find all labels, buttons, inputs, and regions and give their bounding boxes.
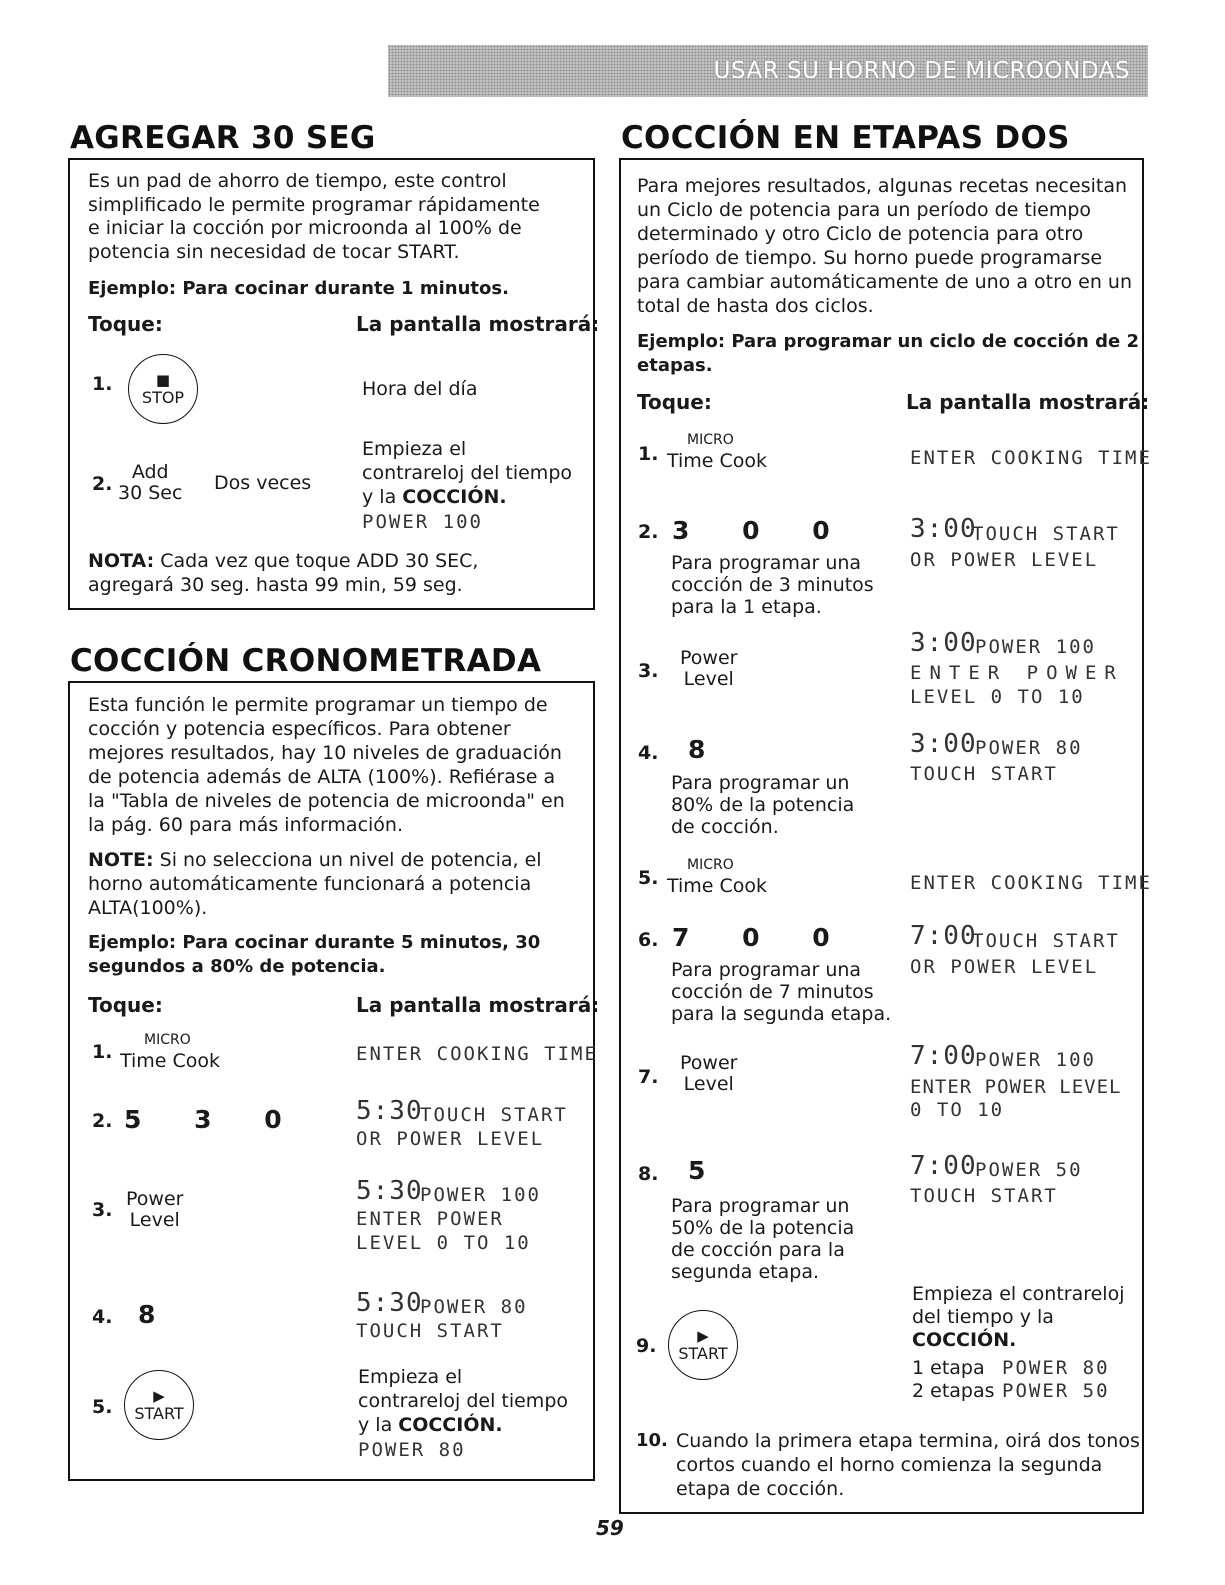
two-step2-lcd-a: TOUCH START [972, 523, 1120, 545]
two-time-cook-micro-label-2: MICRO [687, 857, 734, 873]
add30-step2-desc-3: y la [362, 486, 397, 508]
timed-intro-2: cocción y potencia específicos. Para obtener [88, 718, 511, 740]
two-step3-lcd-c: LEVEL 0 TO 10 [910, 686, 1085, 708]
timed-step2-lcd-time: 5:30 [356, 1096, 423, 1126]
two-step6-desc-3: para la segunda etapa. [671, 1003, 892, 1025]
timed-touch-header: Toque: [88, 993, 163, 1017]
timed-step1-number: 1. [92, 1041, 113, 1063]
add30-step1-number: 1. [92, 373, 113, 395]
two-step4-lcd-a: POWER 80 [975, 737, 1083, 759]
timed-step3-lcd-c: LEVEL 0 TO 10 [356, 1232, 531, 1254]
two-step2-desc-3: para la 1 etapa. [671, 596, 822, 618]
two-intro-4: período de tiempo. Su horno puede programarse [637, 247, 1103, 269]
two-step6-digits[interactable]: 7 0 0 [672, 923, 852, 952]
two-step2-desc-1: Para programar una [671, 552, 862, 574]
timed-display-header: La pantalla mostrará: [356, 993, 600, 1017]
two-step9-number: 9. [636, 1335, 657, 1357]
two-intro-2: un Ciclo de potencia para un período de tiempo [637, 199, 1092, 221]
two-step7-lcd-a: POWER 100 [975, 1049, 1096, 1071]
two-intro-1: Para mejores resultados, algunas recetas necesitan [637, 175, 1128, 197]
banner-text: USAR SU HORNO DE MICROONDAS [713, 58, 1130, 84]
two-step8-desc-1: Para programar un [671, 1195, 850, 1217]
timed-step4-number: 4. [92, 1306, 113, 1328]
two-step2-desc-2: cocción de 3 minutos [671, 574, 874, 596]
two-example-1: Ejemplo: Para programar un ciclo de cocción de 2 [637, 331, 1139, 352]
two-stage-title: COCCIÓN EN ETAPAS DOS [621, 120, 1070, 156]
timed-intro-3: mejores resultados, hay 10 niveles de graduación [88, 742, 562, 764]
two-display-header: La pantalla mostrará: [906, 390, 1150, 414]
two-level-label: Level [683, 668, 734, 690]
two-intro-5: para cambiar automáticamente de uno a otro en un [637, 271, 1132, 293]
two-step6-number: 6. [638, 929, 659, 951]
two-step4-digit[interactable]: 8 [688, 735, 728, 764]
two-step10-text-3: etapa de cocción. [676, 1478, 845, 1500]
timed-intro-5: la "Tabla de niveles de potencia de microonda" en [88, 790, 565, 812]
add30-step2-desc-1: Empieza el [362, 438, 467, 460]
add30-intro-2: simplificado le permite programar rápidamente [88, 194, 540, 216]
two-step2-number: 2. [638, 521, 659, 543]
two-step9-desc-2: del tiempo y la [912, 1306, 1054, 1328]
timed-step2-lcd-a: TOUCH START [420, 1104, 568, 1126]
timed-step5-desc-2: contrareloj del tiempo [358, 1390, 569, 1412]
two-step6-desc-2: cocción de 7 minutos [671, 981, 874, 1003]
two-power-label-2: Power [680, 1052, 738, 1074]
two-step4-lcd-b: TOUCH START [910, 763, 1058, 785]
two-step8-lcd-b: TOUCH START [910, 1185, 1058, 1207]
timed-step5-desc-3: y la [358, 1414, 393, 1436]
add-30-sec-label-2: 30 Sec [118, 482, 183, 504]
add-30-sec-label-1: Add [131, 461, 169, 483]
two-step1-number: 1. [638, 443, 659, 465]
timed-step3-number: 3. [92, 1199, 113, 1221]
add30-step2-desc-2: contrareloj del tiempo [362, 462, 573, 484]
add30-step2-coccion: COCCIÓN. [402, 486, 507, 508]
timed-step4-lcd-a: POWER 80 [420, 1296, 528, 1318]
timed-step3-lcd-b: ENTER POWER [356, 1208, 504, 1230]
level-label: Level [129, 1209, 180, 1231]
two-step9-desc-1: Empieza el contrareloj [912, 1283, 1125, 1305]
stop-icon: ■ [155, 370, 171, 389]
two-time-cook-button[interactable] [667, 430, 767, 472]
two-step10-text-1: Cuando la primera etapa termina, oirá dos tonos [676, 1430, 1140, 1452]
add30-touch-header: Toque: [88, 312, 163, 336]
add30-title: AGREGAR 30 SEG [70, 120, 376, 156]
two-step9-stage2: 2 etapas [912, 1380, 995, 1402]
timed-step5-desc-1: Empieza el [358, 1366, 463, 1388]
two-start-button[interactable] [668, 1310, 738, 1380]
timed-step2-number: 2. [92, 1110, 113, 1132]
timed-step3-lcd-time: 5:30 [356, 1176, 423, 1206]
two-step4-desc-1: Para programar un [671, 772, 850, 794]
two-step7-lcd-c: 0 TO 10 [910, 1099, 1005, 1121]
timed-note-label: NOTE: [88, 849, 154, 871]
two-example-2: etapas. [637, 355, 713, 376]
add30-step1-display: Hora del día [362, 378, 478, 400]
start-label: START [134, 1403, 184, 1423]
two-step8-lcd-a: POWER 50 [975, 1159, 1083, 1181]
timed-example-2: segundos a 80% de potencia. [88, 956, 386, 977]
two-time-cook-label: Time Cook [667, 450, 768, 472]
timed-title: COCCIÓN CRONOMETRADA [70, 643, 542, 679]
two-step8-digit[interactable]: 5 [688, 1156, 728, 1185]
two-step4-desc-2: 80% de la potencia [671, 794, 855, 816]
add30-nota-label: NOTA: [88, 550, 155, 572]
timed-step2-digits[interactable]: 5 3 0 [124, 1105, 304, 1134]
two-power-level-button-2[interactable] [680, 1053, 737, 1095]
two-intro-6: total de hasta dos ciclos. [637, 295, 874, 317]
two-level-label-2: Level [683, 1073, 734, 1095]
timed-step4-digit[interactable]: 8 [138, 1300, 178, 1329]
page-number: 59 [596, 1516, 624, 1540]
add-30-sec-button[interactable] [118, 462, 182, 504]
two-intro-3: determinado y otro Ciclo de potencia para otro [637, 223, 1084, 245]
two-step10-number: 10. [636, 1430, 668, 1451]
timed-step5-coccion: COCCIÓN. [398, 1414, 503, 1436]
two-start-label: START [678, 1343, 728, 1363]
start-button[interactable] [124, 1370, 194, 1440]
timed-intro-1: Esta función le permite programar un tiempo de [88, 694, 548, 716]
stop-button[interactable] [128, 354, 198, 424]
two-touch-header: Toque: [637, 390, 712, 414]
two-power-level-button[interactable] [680, 648, 737, 690]
timed-intro-6: la pág. 60 para más información. [88, 814, 404, 836]
timed-note-1: Si no selecciona un nivel de potencia, el [159, 849, 542, 871]
timed-step4-lcd-b: TOUCH START [356, 1320, 504, 1342]
two-step6-lcd-time: 7:00 [910, 921, 977, 951]
two-step1-lcd: ENTER COOKING TIME [910, 447, 1152, 469]
two-time-cook-button-2[interactable] [667, 855, 767, 897]
two-step8-desc-3: de cocción para la [671, 1239, 845, 1261]
timed-step1-lcd: ENTER COOKING TIME [356, 1043, 598, 1065]
two-step2-lcd-b: OR POWER LEVEL [910, 549, 1099, 571]
time-cook-micro-label: MICRO [144, 1032, 191, 1048]
two-step3-lcd-a: POWER 100 [975, 636, 1096, 658]
two-step2-lcd-time: 3:00 [910, 514, 977, 544]
two-step3-number: 3. [638, 660, 659, 682]
two-step6-lcd-a: TOUCH START [972, 930, 1120, 952]
timed-step5-lcd: POWER 80 [358, 1439, 466, 1461]
two-play-icon: ▶ [697, 1326, 709, 1345]
two-step9-coccion: COCCIÓN. [912, 1329, 1017, 1351]
add30-example: Ejemplo: Para cocinar durante 1 minutos. [88, 278, 509, 299]
two-step6-lcd-b: OR POWER LEVEL [910, 956, 1099, 978]
stop-label: STOP [141, 387, 185, 407]
add30-intro-4: potencia sin necesidad de tocar START. [88, 241, 460, 263]
add30-display-header: La pantalla mostrará: [356, 312, 600, 336]
timed-step3-lcd-a: POWER 100 [420, 1184, 541, 1206]
play-icon: ▶ [153, 1386, 165, 1405]
timed-step5-number: 5. [92, 1396, 113, 1418]
add30-step2-lcd: POWER 100 [362, 511, 483, 533]
two-step5-lcd: ENTER COOKING TIME [910, 872, 1152, 894]
two-step8-desc-2: 50% de la potencia [671, 1217, 855, 1239]
two-step9-lcd1: POWER 80 [1002, 1357, 1110, 1379]
timed-note-2: horno automáticamente funcionará a potencia [88, 873, 532, 895]
two-step10-text-2: cortos cuando el horno comienza la segunda [676, 1454, 1103, 1476]
two-step7-lcd-b: ENTER POWER LEVEL [910, 1076, 1122, 1098]
add30-nota-text-2: agregará 30 seg. hasta 99 min, 59 seg. [88, 574, 463, 596]
add30-intro-3: e iniciar la cocción por microonda al 100% de [88, 217, 522, 239]
power-label: Power [126, 1188, 184, 1210]
time-cook-label: Time Cook [120, 1050, 221, 1072]
add30-step2-number: 2. [92, 473, 113, 495]
two-step9-stage1: 1 etapa [912, 1357, 985, 1379]
two-step4-number: 4. [638, 742, 659, 764]
timed-step2-lcd-b: OR POWER LEVEL [356, 1128, 545, 1150]
two-step2-digits[interactable]: 3 0 0 [672, 516, 852, 545]
timed-step4-lcd-time: 5:30 [356, 1288, 423, 1318]
two-time-cook-micro-label: MICRO [687, 432, 734, 448]
add30-nota-text: Cada vez que toque ADD 30 SEC, [160, 550, 479, 572]
two-step3-lcd-time: 3:00 [910, 628, 977, 658]
two-step8-lcd-time: 7:00 [910, 1151, 977, 1181]
section-banner [388, 45, 1148, 97]
two-step7-lcd-time: 7:00 [910, 1041, 977, 1071]
two-step6-desc-1: Para programar una [671, 959, 862, 981]
time-cook-button[interactable] [120, 1030, 220, 1072]
timed-example-1: Ejemplo: Para cocinar durante 5 minutos, 30 [88, 932, 541, 953]
two-time-cook-label-2: Time Cook [667, 875, 768, 897]
two-step4-lcd-time: 3:00 [910, 729, 977, 759]
power-level-button[interactable] [126, 1189, 183, 1231]
two-step3-lcd-b: ENTER POWER [910, 662, 1124, 684]
two-step7-number: 7. [638, 1066, 659, 1088]
two-step4-desc-3: de cocción. [671, 816, 779, 838]
add30-step2-times: Dos veces [214, 472, 312, 494]
two-step9-lcd2: POWER 50 [1002, 1380, 1110, 1402]
timed-note-3: ALTA(100%). [88, 897, 208, 919]
two-step5-number: 5. [638, 867, 659, 889]
two-step8-number: 8. [638, 1163, 659, 1185]
two-power-label: Power [680, 647, 738, 669]
add30-intro-1: Es un pad de ahorro de tiempo, este control [88, 170, 507, 192]
timed-intro-4: de potencia además de ALTA (100%). Refiérase a [88, 766, 556, 788]
two-step8-desc-4: segunda etapa. [671, 1261, 820, 1283]
